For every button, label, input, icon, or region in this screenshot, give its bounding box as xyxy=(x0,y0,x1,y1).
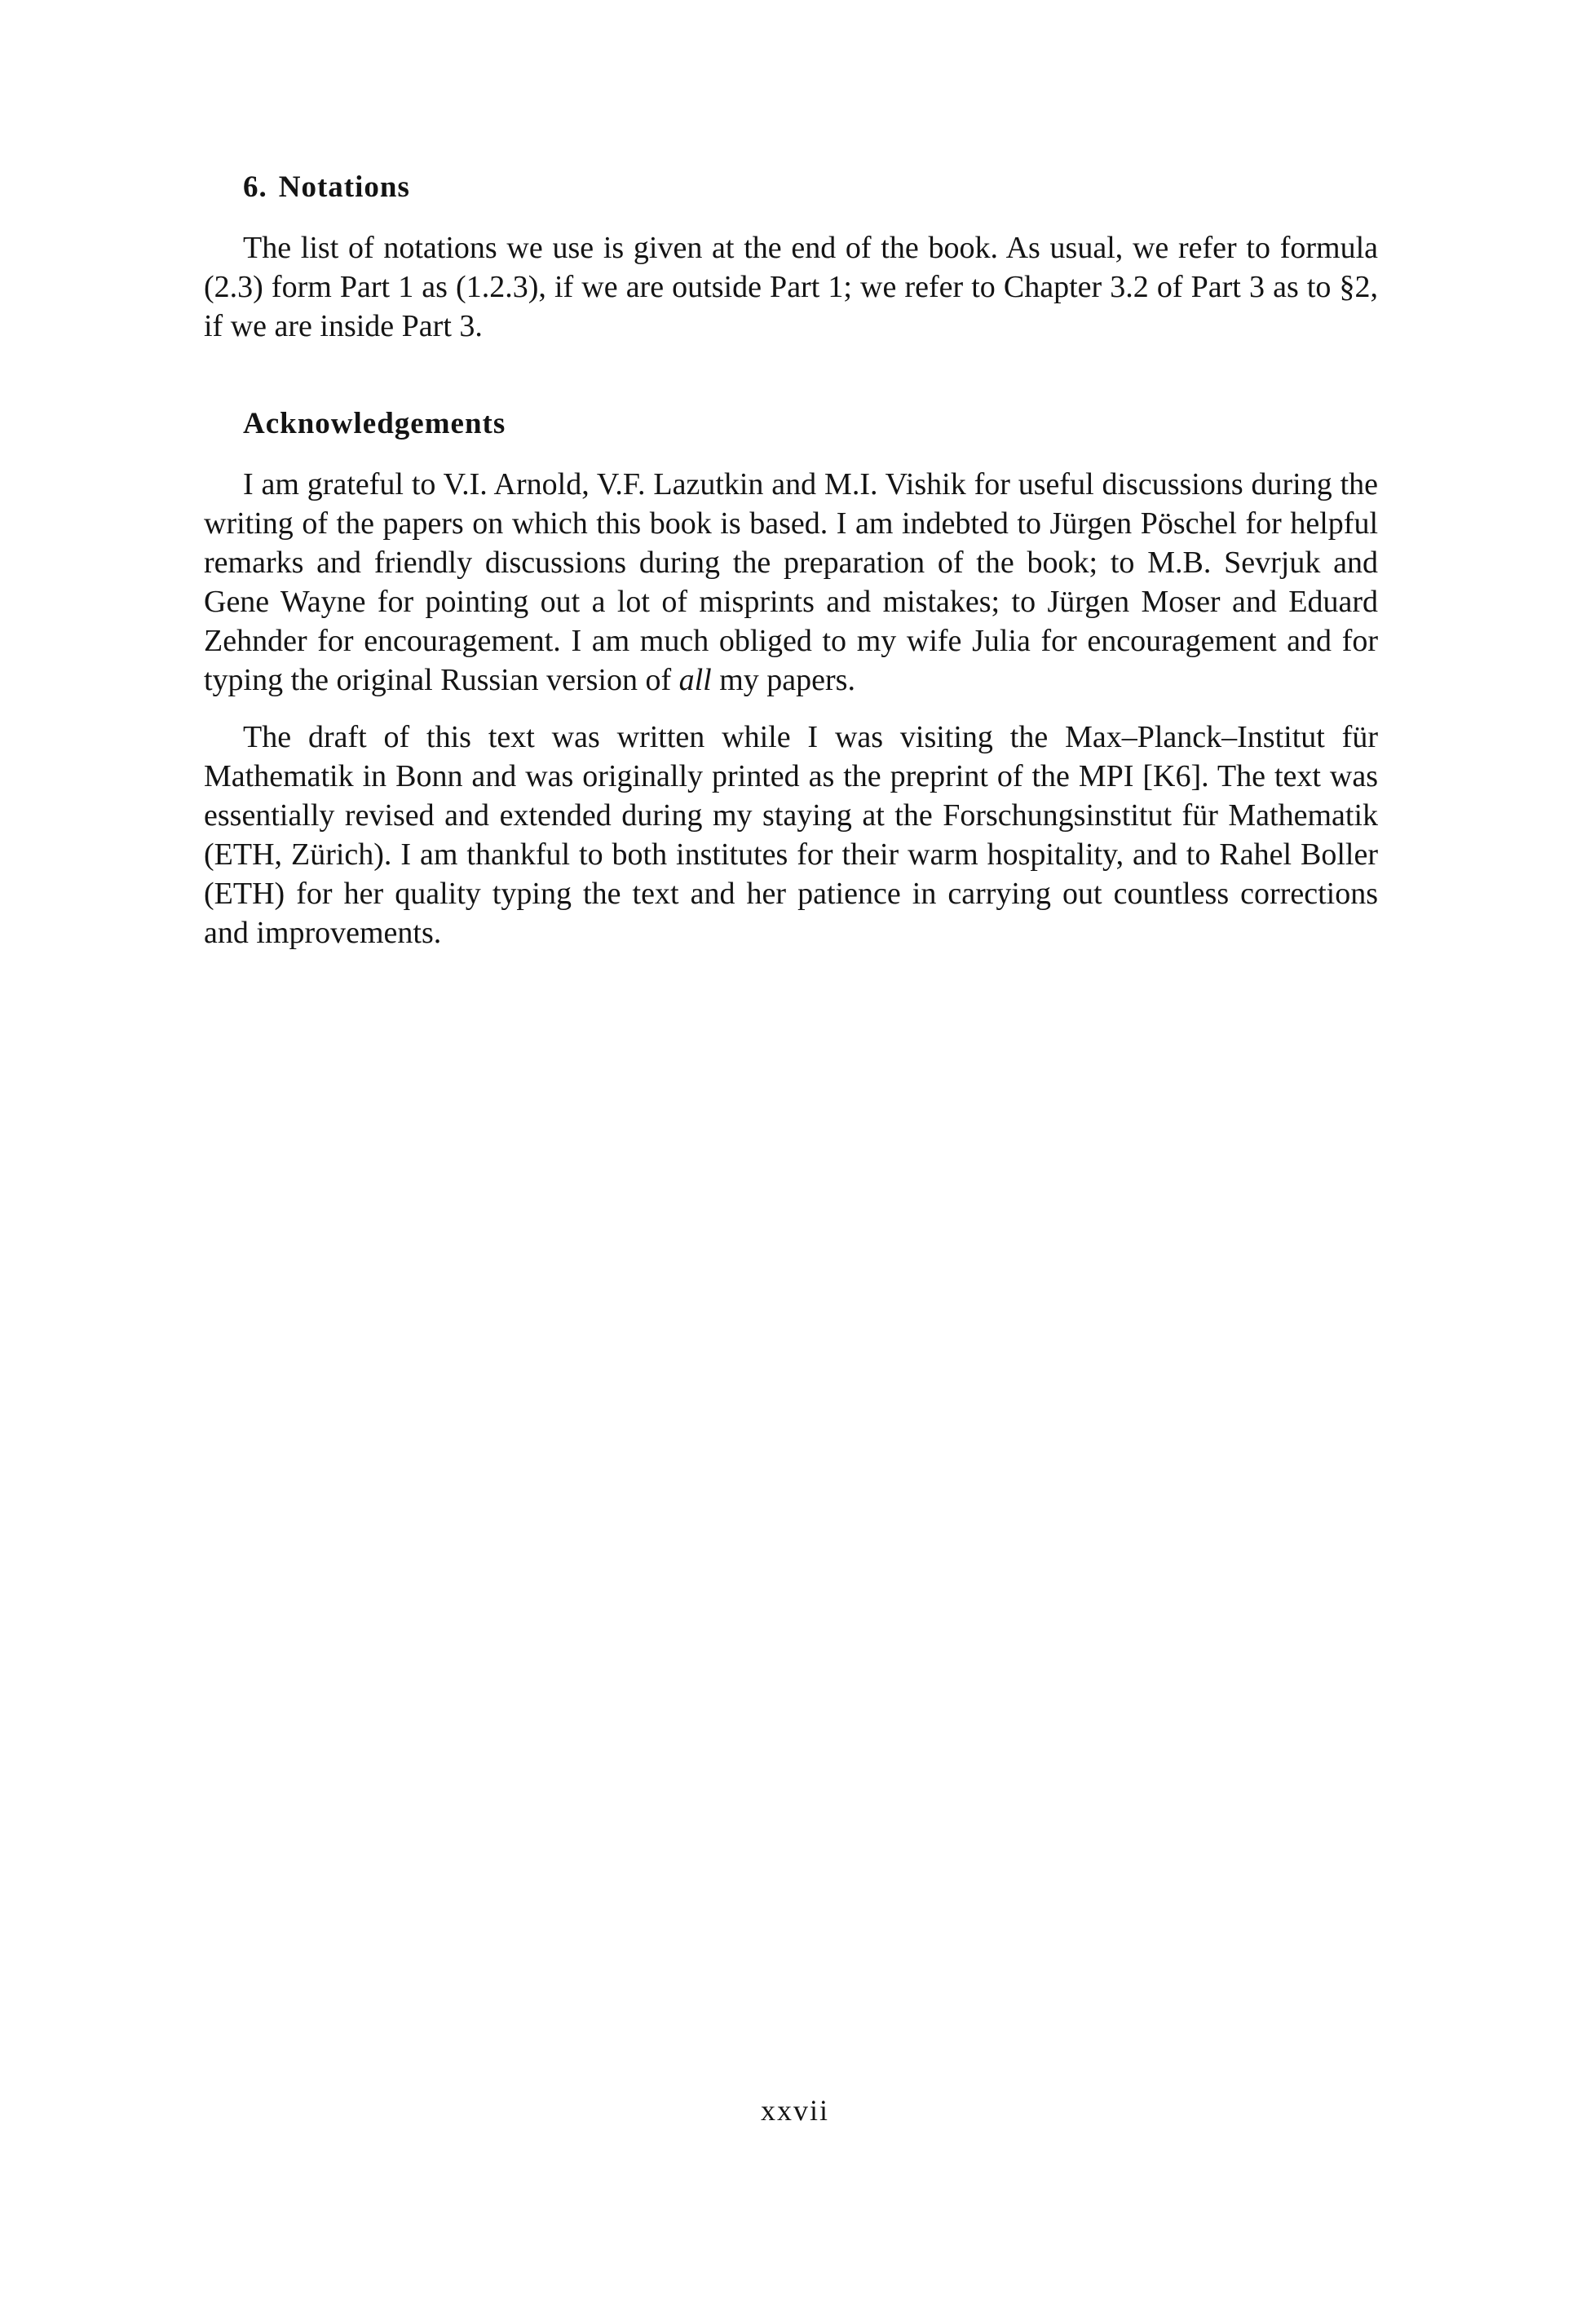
italic-emphasis: all xyxy=(678,663,712,697)
section-heading-acknowledgements xyxy=(243,406,506,441)
acknowledgements-body xyxy=(204,465,1378,952)
notations-paragraph: The list of notations we use is given at the end of the book. As usual, we refer to formula (2.3) form Part 1 as (1.2.3), if we are outside Part 1; we refer to Chapter 3.2 of Part 3 as to §2, if we are inside Part 3. xyxy=(204,231,1378,343)
section-heading-notations xyxy=(243,170,410,205)
section-title: Acknowledgements xyxy=(243,407,506,440)
paragraph-text: I am grateful to V.I. Arnold, V.F. Lazutkin and M.I. Vishik for useful discussions during the writing of the papers on which this book is based. I am indebted to Jürgen Pöschel for helpful remarks and friendly discussions during the preparation of the book; to M.B. Sevrjuk and Gene Wayne for pointing out a lot of misprints and mistakes; to Jürgen Moser and Eduard Zehnder for encouragement. I am much obliged to my wife Julia for encouragement and for typing the original Russian version of xyxy=(204,467,1378,697)
notations-body xyxy=(204,228,1378,346)
acknowledgements-paragraph-1 xyxy=(204,465,1378,700)
section-title: Notations xyxy=(278,170,410,204)
paragraph-text-end: my papers. xyxy=(711,663,855,697)
acknowledgements-paragraph-2: The draft of this text was written while I was visiting the Max–Planck–Institut für Mathematik in Bonn and was originally printed as the preprint of the MPI [K6]. The text was essentially revised and extended during my staying at the Forschungsinstitut für Mathematik (ETH, Zürich). I am thankful to both institutes for their warm hospitality, and to Rahel Boller (ETH) for her quality typing the text and her patience in carrying out countless corrections and improvements. xyxy=(204,720,1378,950)
section-number: 6. xyxy=(243,170,267,204)
page-number: xxvii xyxy=(760,2094,829,2127)
